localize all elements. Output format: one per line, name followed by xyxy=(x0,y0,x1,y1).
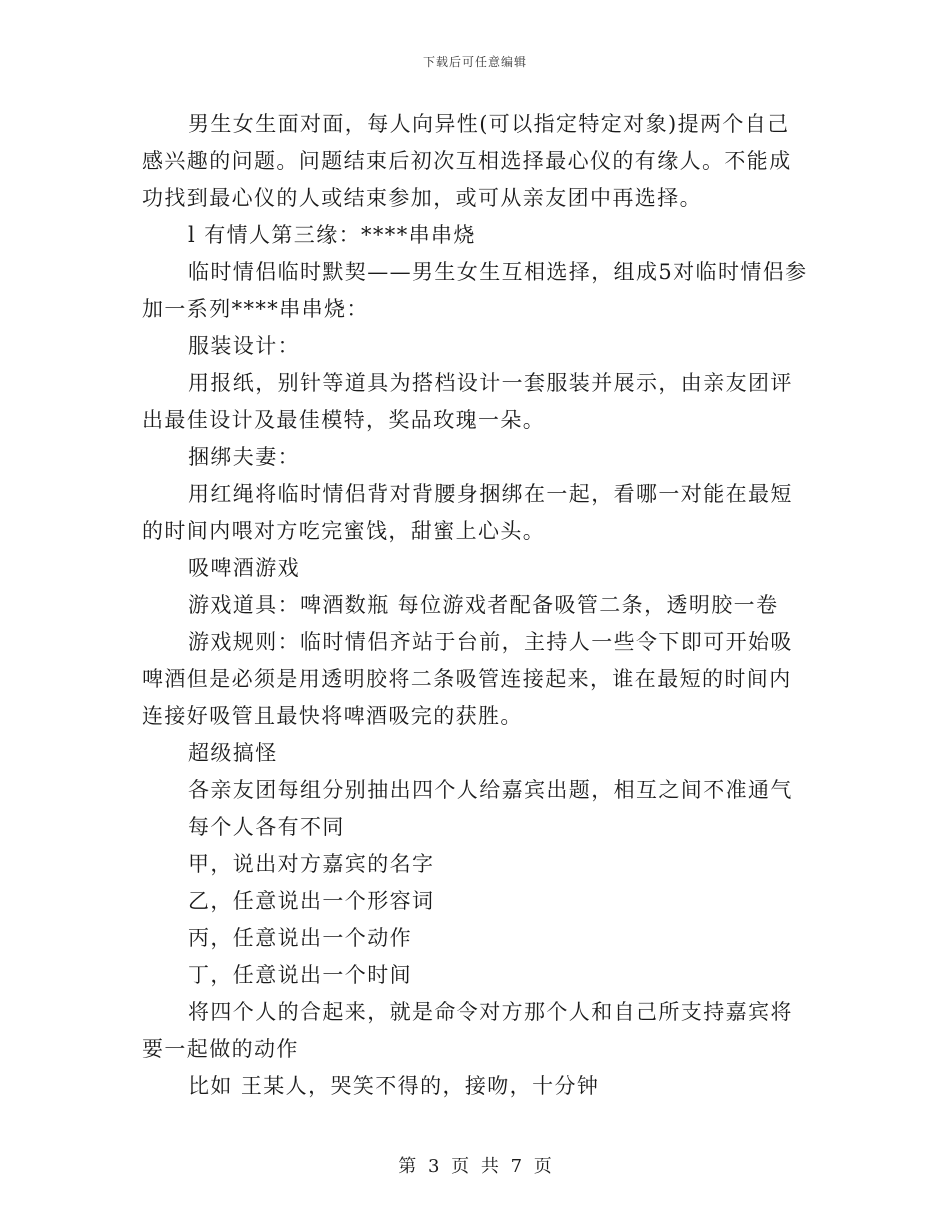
paragraph: 丙，任意说出一个动作 xyxy=(188,926,412,950)
paragraph: 捆绑夫妻： xyxy=(188,445,300,469)
paragraph: 游戏规则：临时情侣齐站于台前，主持人一些令下即可开始吸啤酒但是必须是用透明胶将二条吸管连接起来，谁在最短的时间内连接好吸管且最快将啤酒吸完的获胜。 xyxy=(142,630,793,728)
paragraph: 服装设计： xyxy=(188,334,300,358)
paragraph: 用红绳将临时情侣背对背腰身捆绑在一起，看哪一对能在最短的时间内喂对方吃完蜜饯，甜蜜上心头。 xyxy=(142,482,793,543)
paragraph: 每个人各有不同 xyxy=(188,815,345,839)
document-body xyxy=(142,106,808,1105)
page-number: 第 3 页 共 7 页 xyxy=(398,1156,552,1177)
paragraph: 丁，任意说出一个时间 xyxy=(188,963,412,987)
page-header-note: 下载后可任意编辑 xyxy=(422,55,527,69)
paragraph: 临时情侣临时默契——男生女生互相选择，组成5对临时情侣参加一系列****串串烧： xyxy=(142,260,808,321)
paragraph: 游戏道具：啤酒数瓶 每位游戏者配备吸管二条，透明胶一卷 xyxy=(188,593,779,617)
paragraph: 将四个人的合起来，就是命令对方那个人和自己所支持嘉宾将要一起做的动作 xyxy=(142,1000,793,1061)
paragraph: 甲，说出对方嘉宾的名字 xyxy=(188,852,435,876)
paragraph: 各亲友团每组分别抽出四个人给嘉宾出题，相互之间不准通气 xyxy=(188,778,793,802)
paragraph: 吸啤酒游戏 xyxy=(188,556,300,580)
paragraph: 比如 王某人，哭笑不得的，接吻，十分钟 xyxy=(188,1074,600,1098)
paragraph: 男生女生面对面，每人向异性(可以指定特定对象)提两个自己感兴趣的问题。问题结束后初次互相选择最心仪的有缘人。不能成功找到最心仪的人或结束参加，或可从亲友团中再选择。 xyxy=(142,112,792,210)
paragraph: 用报纸，别针等道具为搭档设计一套服装并展示，由亲友团评出最佳设计及最佳模特，奖品玫瑰一朵。 xyxy=(142,371,793,432)
paragraph: l 有情人第三缘：****串串烧 xyxy=(188,223,476,247)
paragraph: 超级搞怪 xyxy=(188,741,278,765)
paragraph: 乙，任意说出一个形容词 xyxy=(188,889,435,913)
